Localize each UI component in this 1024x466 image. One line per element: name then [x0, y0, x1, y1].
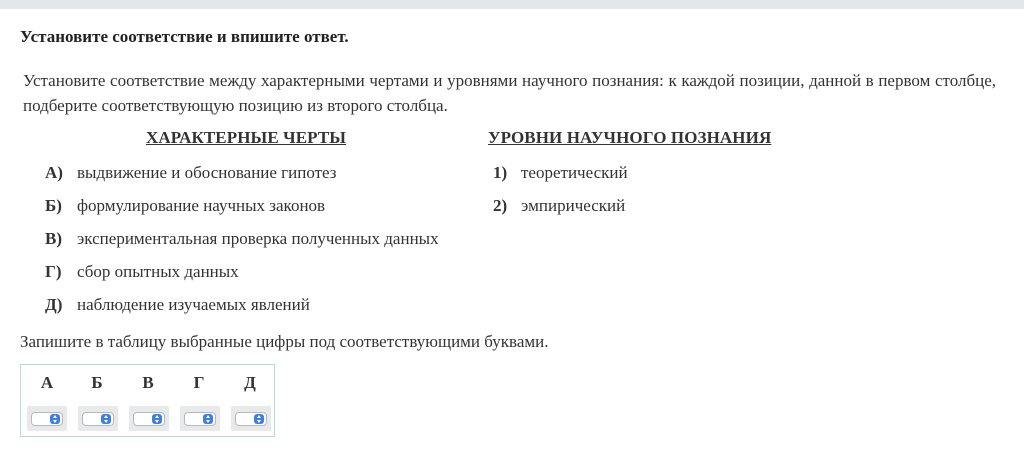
- answer-select-d[interactable]: [235, 412, 267, 426]
- option-key: Д): [45, 295, 63, 314]
- select-chevron-icon: [101, 414, 111, 424]
- option-key: Б): [45, 196, 62, 215]
- task-heading: Установите соответствие и впишите ответ.: [20, 27, 349, 46]
- option-text: экспериментальная проверка полученных данных: [77, 229, 439, 248]
- answer-select-g[interactable]: [184, 412, 216, 426]
- select-chevron-icon: [203, 414, 213, 424]
- answer-cell-d: [231, 406, 271, 431]
- answer-header-d: Д: [244, 373, 256, 392]
- option-text: выдвижение и обоснование гипотез: [77, 163, 337, 182]
- option-text: сбор опытных данных: [77, 262, 239, 281]
- right-column-title: УРОВНИ НАУЧНОГО ПОЗНАНИЯ: [488, 128, 772, 147]
- select-chevron-icon: [50, 414, 60, 424]
- answer-select-b[interactable]: [82, 412, 114, 426]
- left-column-title: ХАРАКТЕРНЫЕ ЧЕРТЫ: [146, 128, 347, 147]
- answer-instruction: Запишите в таблицу выбранные цифры под соответствующими буквами.: [20, 332, 549, 351]
- option-text: формулирование научных законов: [77, 196, 326, 215]
- answer-select-a[interactable]: [31, 412, 63, 426]
- answer-header-b: Б: [91, 373, 103, 392]
- option-text: эмпирический: [521, 196, 626, 215]
- answer-header-g: Г: [193, 373, 205, 392]
- answer-cell-g: [180, 406, 220, 431]
- answer-header-v: В: [142, 373, 154, 392]
- answer-header-a: А: [40, 373, 54, 392]
- answer-table: [20, 364, 275, 437]
- task-prompt: Установите соответствие между характерными чертами и уровнями научного познания: к каждой позиции, данной в первом столбце, подберите соответствующую позицию из второго столбца.: [23, 71, 996, 115]
- option-key: Г): [45, 262, 62, 281]
- answer-select-v[interactable]: [133, 412, 165, 426]
- option-key: 1): [493, 163, 508, 182]
- answer-cell-a: [27, 406, 67, 431]
- option-key: А): [45, 163, 63, 182]
- option-key: 2): [493, 196, 508, 215]
- option-text: теоретический: [521, 163, 628, 182]
- answer-cell-v: [129, 406, 169, 431]
- select-chevron-icon: [152, 414, 162, 424]
- select-chevron-icon: [254, 414, 264, 424]
- option-text: наблюдение изучаемых явлений: [77, 295, 310, 314]
- option-key: В): [45, 229, 62, 248]
- answer-cell-b: [78, 406, 118, 431]
- top-bar: [0, 0, 1024, 9]
